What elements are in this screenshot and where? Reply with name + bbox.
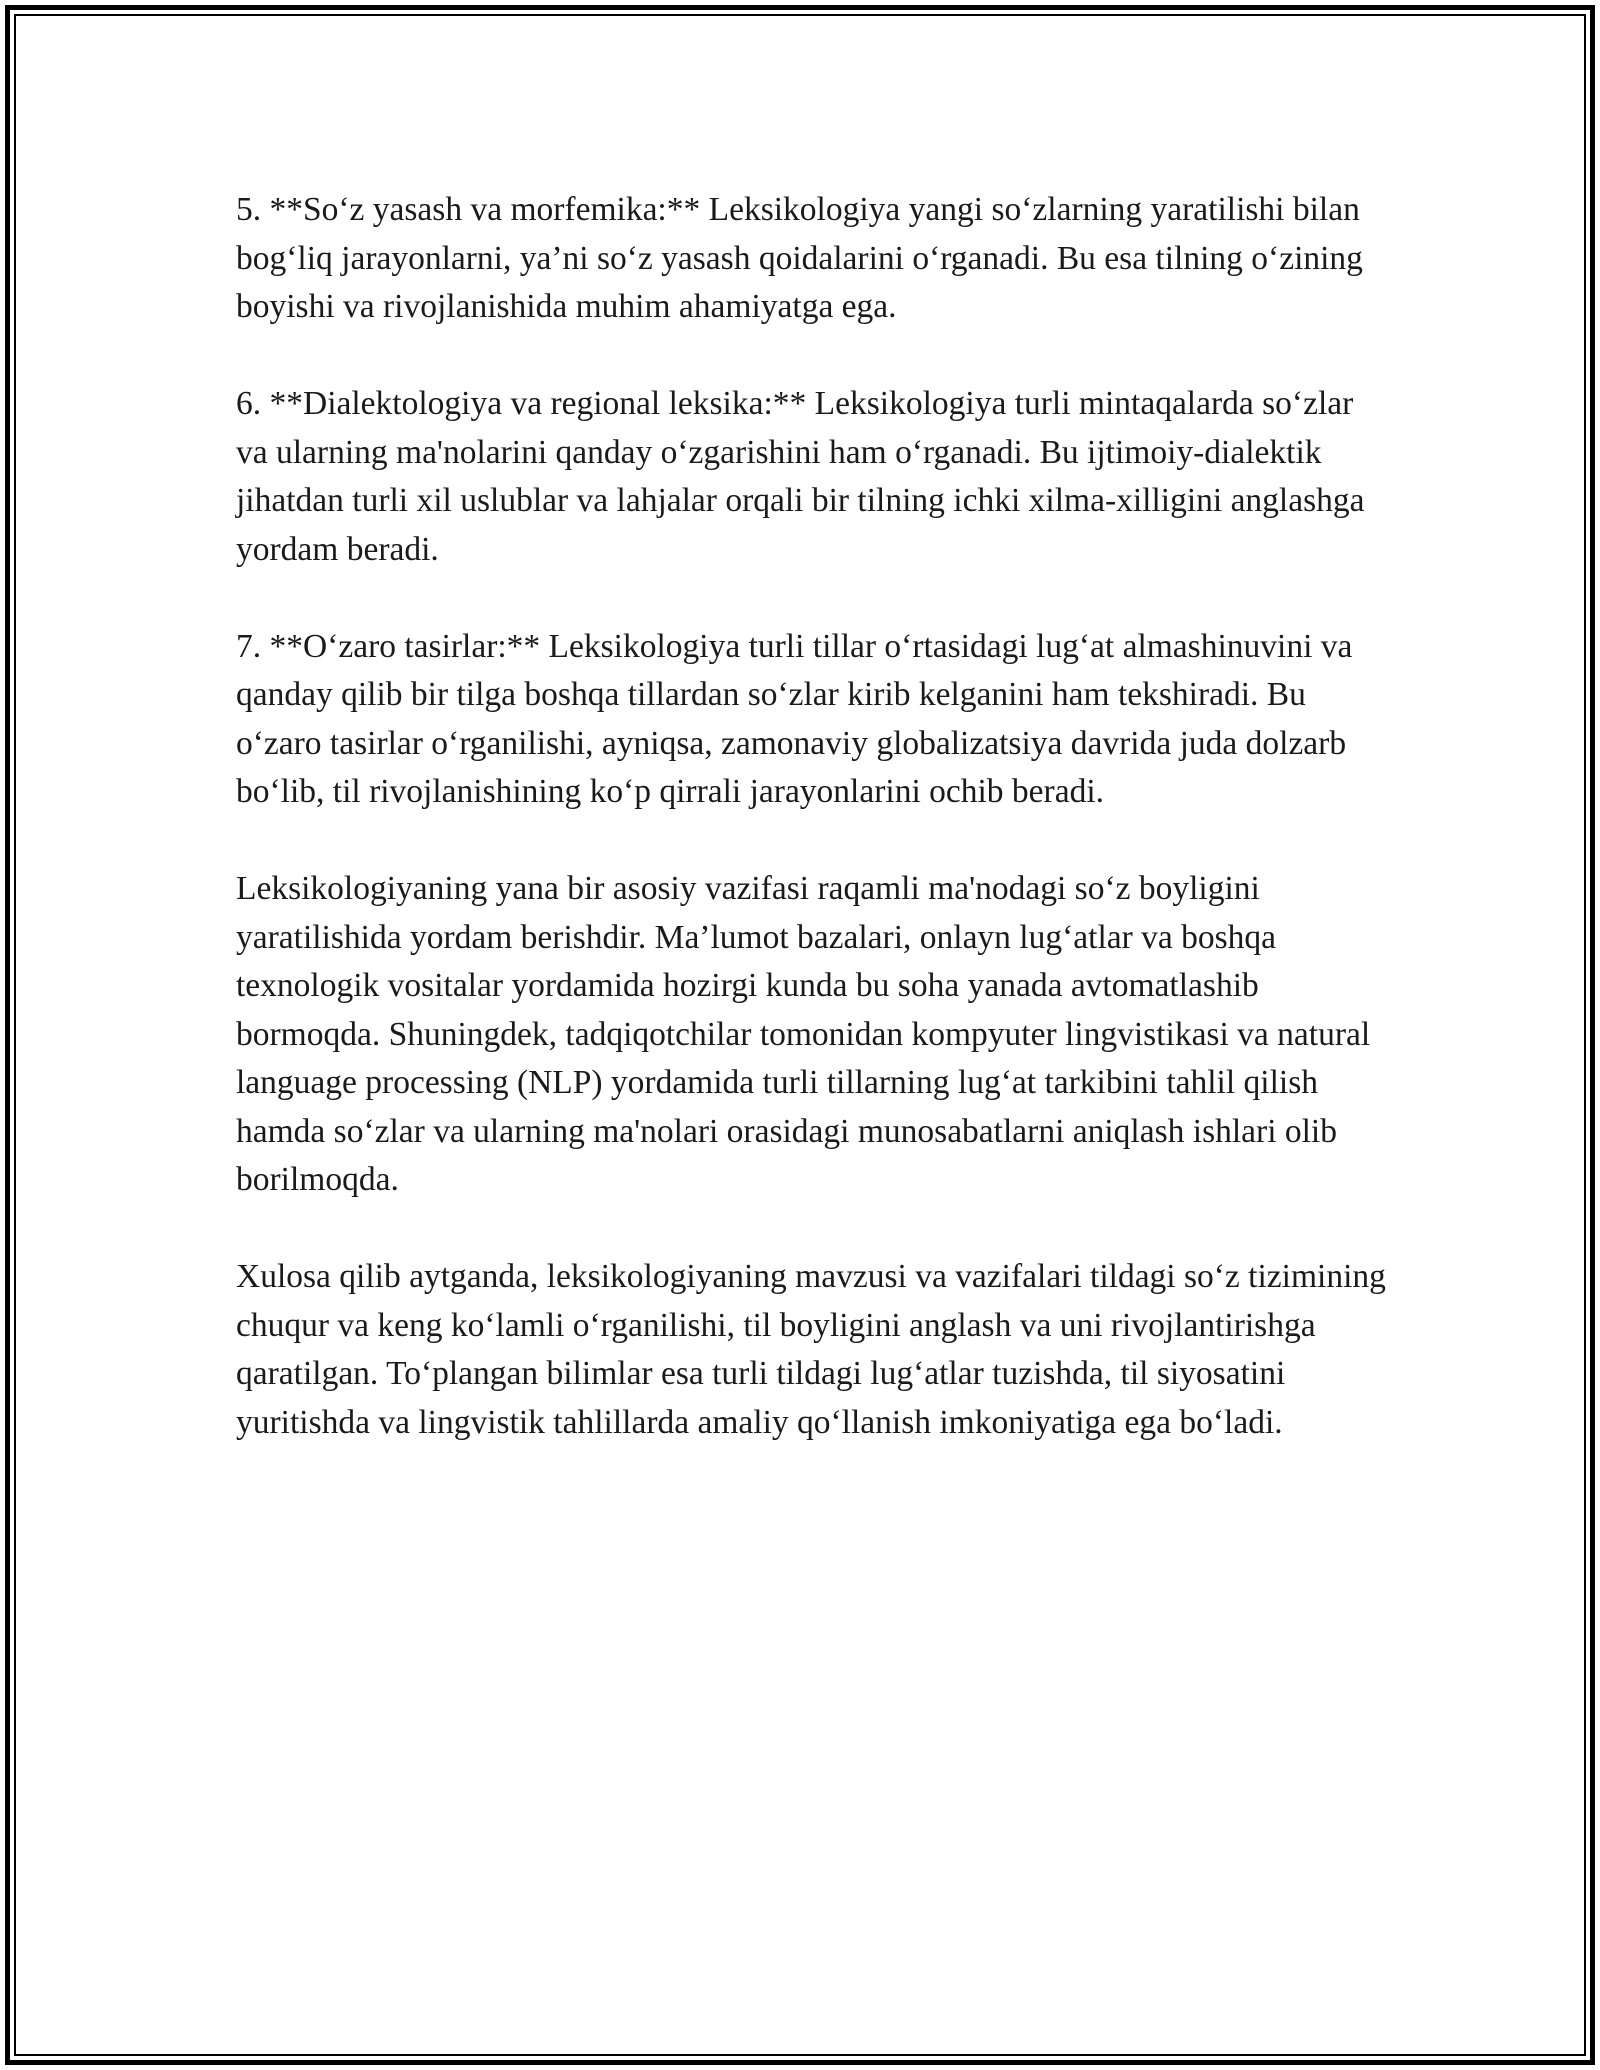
paragraph-word-formation: 5. **So‘z yasash va morfemika:** Leksikologiya yangi so‘zlarning yaratilishi bilan bog‘liq jarayonlarni, ya’ni so‘z yasash qoidalarini o‘rganadi. Bu esa tilning o‘zining boyishi va rivojlanishida muhim ahamiyatga ega. — [236, 191, 1363, 325]
paragraph-conclusion: Xulosa qilib aytganda, leksikologiyaning mavzusi va vazifalari tildagi so‘z tizimining chuqur va keng ko‘lamli o‘rganilishi, til boyligini anglash va uni rivojlantirishga qaratilgan. To‘plangan bilimlar esa turli tildagi lug‘atlar tuzishda, til siyosatini yuritishda va lingvistik tahlillarda amaliy qo‘llanish imkoniyatiga ega bo‘ladi. — [236, 1258, 1386, 1441]
document-body — [236, 186, 1386, 1447]
paragraph-dialectology: 6. **Dialektologiya va regional leksika:** Leksikologiya turli mintaqalarda so‘zlar va ularning ma'nolarini qanday o‘zgarishini ham o‘rganadi. Bu ijtimoiy-dialektik jihatdan turli xil uslublar va lahjalar orqali bir tilning ichki xilma-xilligini anglashga yordam beradi. — [236, 385, 1365, 568]
paragraph-mutual-influences: 7. **O‘zaro tasirlar:** Leksikologiya turli tillar o‘rtasidagi lug‘at almashinuvini va qanday qilib bir tilga boshqa tillardan so‘zlar kirib kelganini ham tekshiradi. Bu o‘zaro tasirlar o‘rganilishi, ayniqsa, zamonaviy globalizatsiya davrida juda dolzarb bo‘lib, til rivojlanishining ko‘p qirrali jarayonlarini ochib beradi. — [236, 627, 1353, 810]
paragraph-digital-lexicon: Leksikologiyaning yana bir asosiy vazifasi raqamli ma'nodagi so‘z boyligini yaratilishida yordam berishdir. Ma’lumot bazalari, onlayn lug‘atlar va boshqa texnologik vositalar yordamida hozirgi kunda bu soha yanada avtomatlashib bormoqda. Shuningdek, tadqiqotchilar tomonidan kompyuter lingvistikasi va natural language processing (NLP) yordamida turli tillarning lug‘at tarkibini tahlil qilish hamda so‘zlar va ularning ma'nolari orasidagi munosabatlarni aniqlash ishlari olib borilmoqda. — [236, 870, 1371, 1198]
